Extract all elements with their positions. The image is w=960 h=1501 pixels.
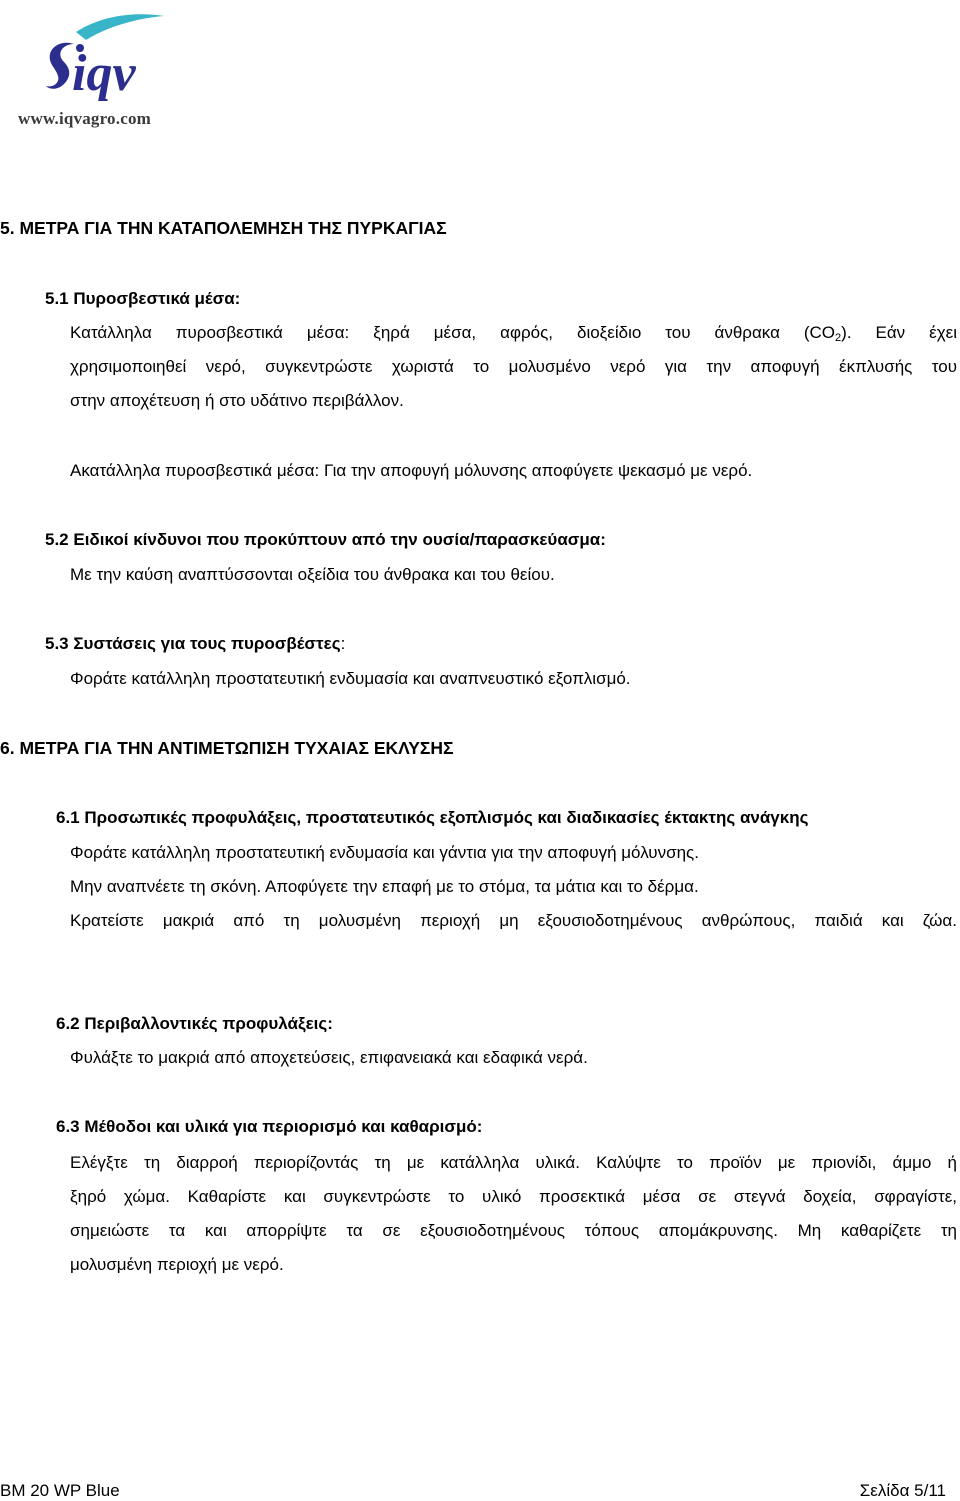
- footer-page-number: Σελίδα 5/11: [859, 1481, 946, 1500]
- section-6-1-line-3: Κρατείστε μακριά από τη μολυσμένη περιοχή μη εξουσιοδοτημένους ανθρώπους, παιδιά και ζώα.: [70, 911, 957, 930]
- iqv-logo-mark-icon: [14, 10, 194, 110]
- co2-subscript: 2: [835, 332, 842, 344]
- section-5-title: 5. ΜΕΤΡΑ ΓΙΑ ΤΗΝ ΚΑΤΑΠΟΛΕΜΗΣΗ ΤΗΣ ΠΥΡΚΑΓΙΑΣ: [0, 218, 447, 238]
- section-5-1-line-1: Κατάλληλα πυροσβεστικά μέσα: ξηρά μέσα, αφρός, διοξείδιο του άνθρακα $(CO_2)$. Εάν έχει: [70, 323, 957, 344]
- section-5-2-heading: 5.2 Ειδικοί κίνδυνοι που προκύπτουν από την ουσία/παρασκεύασμα:: [45, 530, 606, 549]
- logo-brand-text: iqv: [72, 45, 136, 102]
- section-6-1-line-2: Μην αναπνέετε τη σκόνη. Αποφύγετε την επαφή με το στόμα, τα μάτια και το δέρμα.: [70, 877, 699, 896]
- section-5-1-heading: 5.1 Πυροσβεστικά μέσα:: [45, 289, 241, 308]
- logo-url-text: www.iqvagro.com: [18, 109, 152, 128]
- section-6-3-line-1: Ελέγξτε τη διαρροή περιορίζοντάς τη με κατάλληλα υλικά. Καλύψτε το προϊόν με πριονίδι, άμμο ή: [70, 1153, 957, 1172]
- section-6-title: 6. ΜΕΤΡΑ ΓΙΑ ΤΗΝ ΑΝΤΙΜΕΤΩΠΙΣΗ ΤΥΧΑΙΑΣ ΕΚΛΥΣΗΣ: [0, 738, 454, 758]
- section-5-3-line-1: Φοράτε κατάλληλη προστατευτική ενδυμασία και αναπνευστικό εξοπλισμό.: [70, 669, 631, 688]
- section-5-1-line-3: στην αποχέτευση ή στο υδάτινο περιβάλλον.: [70, 391, 404, 410]
- section-6-1-heading: 6.1 Προσωπικές προφυλάξεις, προστατευτικός εξοπλισμός και διαδικασίες έκτακτης ανάγκης: [56, 808, 809, 827]
- section-6-3-line-2: ξηρό χώμα. Καθαρίστε και συγκεντρώστε το υλικό προσεκτικά μέσα σε στεγνά δοχεία, σφραγίστε,: [70, 1187, 957, 1206]
- section-5-1-line-4: Ακατάλληλα πυροσβεστικά μέσα: Για την αποφυγή μόλυνσης αποφύγετε ψεκασμό με νερό.: [70, 461, 753, 480]
- section-6-2-heading: 6.2 Περιβαλλοντικές προφυλάξεις:: [56, 1014, 333, 1033]
- section-6-1-line-1: Φοράτε κατάλληλη προστατευτική ενδυμασία και γάντια για την αποφυγή μόλυνσης.: [70, 843, 699, 862]
- section-5-2-line-1: Με την καύση αναπτύσσονται οξείδια του άνθρακα και του θείου.: [70, 565, 555, 584]
- section-6-3-heading: 6.3 Μέθοδοι και υλικά για περιορισμό και καθαρισμό:: [56, 1117, 483, 1136]
- section-6-3-line-3: σημειώστε τα και απορρίψτε τα σε εξουσιοδοτημένους τόπους απομάκρυνσης. Μη καθαρίζετε τη: [70, 1221, 957, 1240]
- section-5-1-line-2: χρησιμοποιηθεί νερό, συγκεντρώστε χωριστά το μολυσμένο νερό για την αποφυγή έκπλυσής του: [70, 357, 957, 376]
- footer-product-name: BM 20 WP Blue: [0, 1481, 120, 1500]
- section-6-2-line-1: Φυλάξτε το μακριά από αποχετεύσεις, επιφανειακά και εδαφικά νερά.: [70, 1048, 588, 1067]
- section-5-3-heading: 5.3 Συστάσεις για τους πυροσβέστες:: [45, 634, 346, 653]
- section-6-3-line-4: μολυσμένη περιοχή με νερό.: [70, 1255, 284, 1274]
